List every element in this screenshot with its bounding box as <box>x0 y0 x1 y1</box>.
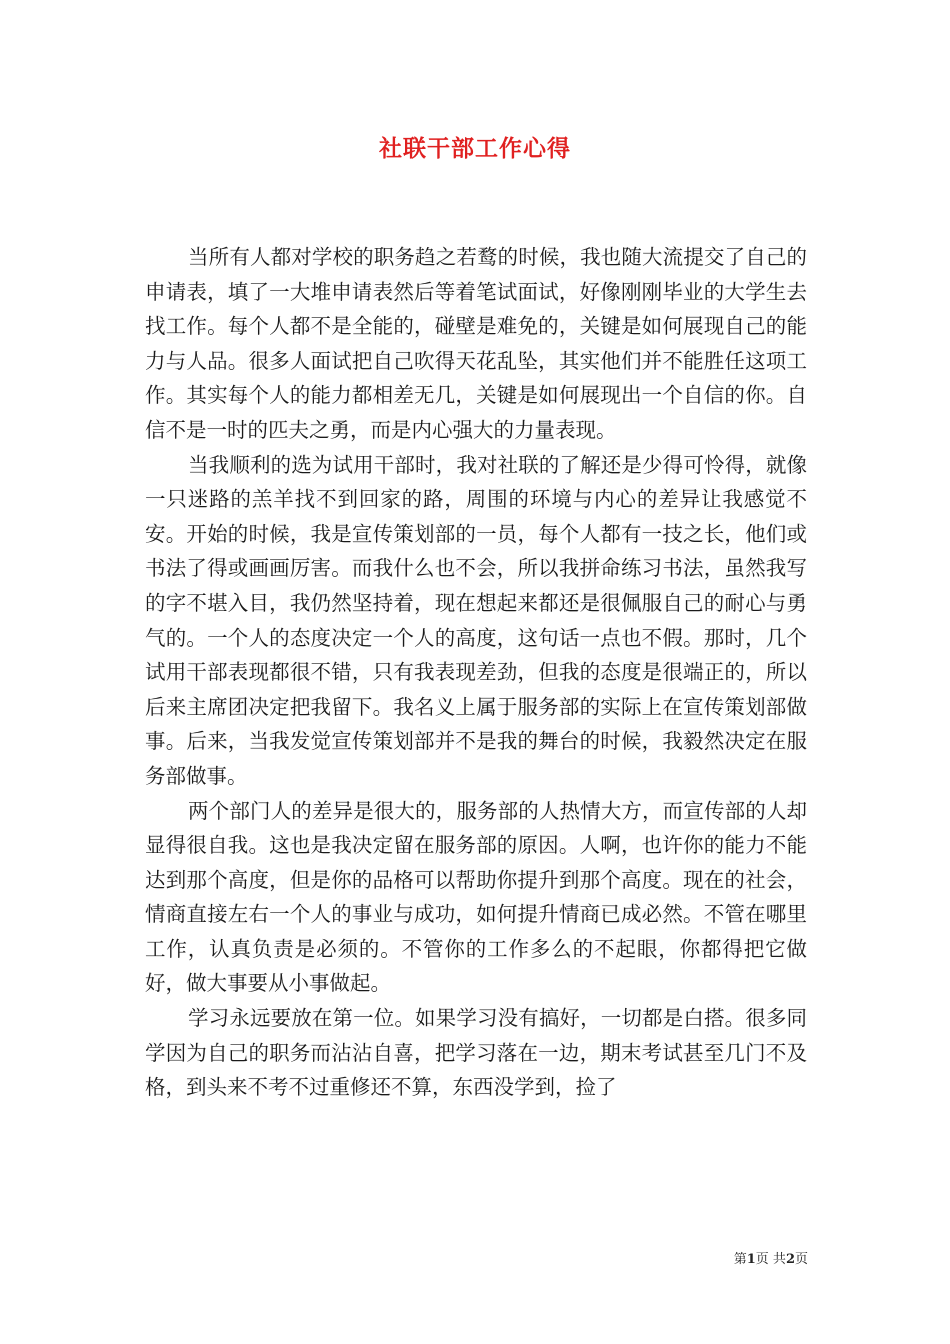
paragraph-4: 学习永远要放在第一位。如果学习没有搞好，一切都是白搭。很多同学因为自己的职务而沾沾自喜，把学习落在一边，期末考试甚至几门不及格，到头来不考不过重修还不算，东西没学到，捡了 <box>145 1006 807 1100</box>
footer-total-pages: 2 <box>785 1252 795 1267</box>
footer-current-page: 1 <box>746 1252 756 1267</box>
paragraph-3: 两个部门人的差异是很大的，服务部的人热情大方，而宣传部的人却显得很自我。这也是我决定留在服务部的原因。人啊，也许你的能力不能达到那个高度，但是你的品格可以帮助你提升到那个高度。现在的社会，情商直接左右一个人的事业与成功，如何提升情商已成必然。不管在哪里工作，认真负责是必须的。不管你的工作多么的不起眼，你都得把它做好，做大事要从小事做起。 <box>145 798 807 996</box>
document-title: 社联干部工作心得 <box>379 135 571 162</box>
footer-middle: 页 共 <box>755 1252 786 1267</box>
footer-suffix: 页 <box>794 1252 808 1267</box>
paragraph-1: 当所有人都对学校的职务趋之若鹜的时候，我也随大流提交了自己的申请表，填了一大堆申请表然后等着笔试面试，好像刚刚毕业的大学生去找工作。每个人都不是全能的，碰壁是难免的，关键是如何展现自己的能力与人品。很多人面试把自己吹得天花乱坠，其实他们并不能胜任这项工作。其实每个人的能力都相差无几，关键是如何展现出一个自信的你。自信不是一时的匹夫之勇，而是内心强大的力量表现。 <box>145 245 807 442</box>
document-body <box>145 240 807 1105</box>
footer-prefix: 第 <box>733 1252 747 1267</box>
page-number-footer <box>700 1248 808 1267</box>
paragraph-2: 当我顺利的选为试用干部时，我对社联的了解还是少得可怜得，就像一只迷路的羔羊找不到回家的路，周围的环境与内心的差异让我感觉不安。开始的时候，我是宣传策划部的一员，每个人都有一技之长，他们或书法了得或画画厉害。而我什么也不会，所以我拼命练习书法，虽然我写的字不堪入目，我仍然坚持着，现在想起来都还是很佩服自己的耐心与勇气的。一个人的态度决定一个人的高度，这句话一点也不假。那时，几个试用干部表现都很不错，只有我表现差劲，但我的态度是很端正的，所以后来主席团决定把我留下。我名义上属于服务部的实际上在宣传策划部做事。后来，当我发觉宣传策划部并不是我的舞台的时候，我毅然决定在服务部做事。 <box>145 452 807 788</box>
